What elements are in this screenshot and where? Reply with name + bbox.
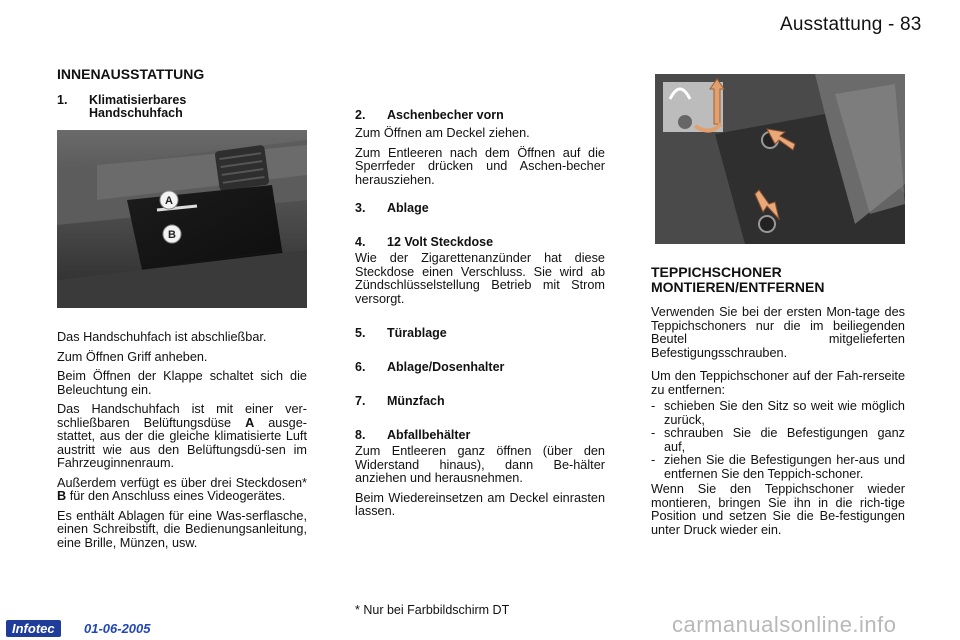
list-item: - schieben Sie den Sitz so weit wie möglich zurück,: [651, 399, 905, 427]
floor-mat-illustration: [655, 74, 905, 244]
ref-a: A: [245, 415, 255, 430]
infotec-logo: Infotec: [6, 620, 61, 637]
item-1-title-line1: Klimatisierbares: [89, 93, 187, 107]
paragraph: Verwenden Sie bei der ersten Mon-tage des Teppichschoners nur die im beiliegenden Beutel mitgelieferten Befestigungsschrauben.: [651, 305, 905, 360]
paragraph: Zum Öffnen Griff anheben.: [57, 349, 208, 364]
list-item: - ziehen Sie die Befestigungen her-aus und entfernen Sie den Teppich-schoner.: [651, 453, 905, 481]
item-1-number: 1.: [57, 93, 68, 107]
paragraph: Das Handschuhfach ist mit einer ver-schließbaren Belüftungsdüse A ausge-stattet, aus der die gleiche klimatisierte Luft austritt wie aus den Belüftungsdü-sen im Fahrzeuginnenraum.: [57, 402, 308, 470]
label-a: A: [165, 195, 173, 207]
list-item: 5. Türablage: [355, 326, 447, 340]
paragraph: Wie der Zigarettenanzünder hat diese Steckdose einen Verschluss. Sie wird ab Zündschlüsselstellung Betrieb mit Strom versorgt.: [355, 251, 605, 306]
list-item: 8. Abfallbehälter Zum Entleeren ganz öffnen (über den Widerstand hinaus), dann Be-hälter anziehen und herausnehmen. Beim Wiedereinsetzen am Deckel einrasten lassen.: [355, 428, 605, 518]
paragraph: Es enthält Ablagen für eine Was-serflasche, einen Schreibstift, die Bedienungsanleitung, eine Brille, Münzen, usw.: [57, 508, 307, 550]
section-title-innenausstattung: INNENAUSSTATTUNG: [57, 66, 205, 82]
glovebox-illustration: [57, 130, 307, 308]
page-header: Ausstattung - 83: [780, 14, 922, 35]
list-item: 7. Münzfach: [355, 394, 445, 408]
list-item: 6. Ablage/Dosenhalter: [355, 360, 505, 374]
item-1-title: [57, 94, 307, 120]
list-item: 4. 12 Volt Steckdose Wie der Zigarettenanzünder hat diese Steckdose einen Verschluss. Sie wird ab Zündschlüsselstellung Betrieb mit Strom versorgt.: [355, 235, 605, 306]
paragraph: Wenn Sie den Teppichschoner wieder montieren, bringen Sie ihn in die rich-tige Position und setzen Sie die Be-festigungen unter Druck wieder ein.: [651, 482, 905, 537]
glovebox-description: [57, 331, 307, 556]
footer-date: 01-06-2005: [84, 621, 151, 636]
paragraph: Zum Entleeren nach dem Öffnen auf die Sperrfeder drücken und Aschen-becher herausziehen.: [355, 145, 605, 187]
footnote: * Nur bei Farbbildschirm DT: [355, 603, 510, 617]
ref-b: B: [57, 489, 67, 503]
paragraph: Zum Entleeren ganz öffnen (über den Widerstand hinaus), dann Be-hälter anziehen und herausnehmen.: [355, 444, 605, 485]
floor-mat-photo: [655, 74, 905, 244]
paragraph: Beim Wiedereinsetzen am Deckel einrasten lassen.: [355, 490, 605, 518]
paragraph: Zum Öffnen am Deckel ziehen.: [355, 126, 530, 140]
list-item: - schrauben Sie die Befestigungen ganz auf,: [651, 426, 905, 454]
watermark: carmanualsonline.info: [672, 612, 897, 637]
items-list: [355, 108, 605, 525]
item-1-title-line2: Handschuhfach: [89, 106, 183, 120]
label-b: B: [168, 229, 176, 241]
list-item: 2. Aschenbecher vorn Zum Öffnen am Deckel ziehen. Zum Entleeren nach dem Öffnen auf die Sperrfeder drücken und Aschen-becher herausziehen.: [355, 108, 605, 187]
glovebox-photo: [57, 130, 307, 308]
paragraph: Um den Teppichschoner auf der Fah-rerseite zu entfernen:: [651, 369, 905, 397]
floor-mat-description: [651, 306, 905, 543]
paragraph: Außerdem verfügt es über drei Steckdosen* B für den Anschluss eines Videogerätes.: [57, 475, 307, 503]
paragraph: Das Handschuhfach ist abschließbar.: [57, 330, 267, 344]
paragraph: Beim Öffnen der Klappe schaltet sich die Beleuchtung ein.: [57, 369, 307, 397]
list-item: 3. Ablage: [355, 201, 429, 215]
section-title-teppichschoner: TEPPICHSCHONER MONTIEREN/ENTFERNEN: [651, 264, 825, 295]
